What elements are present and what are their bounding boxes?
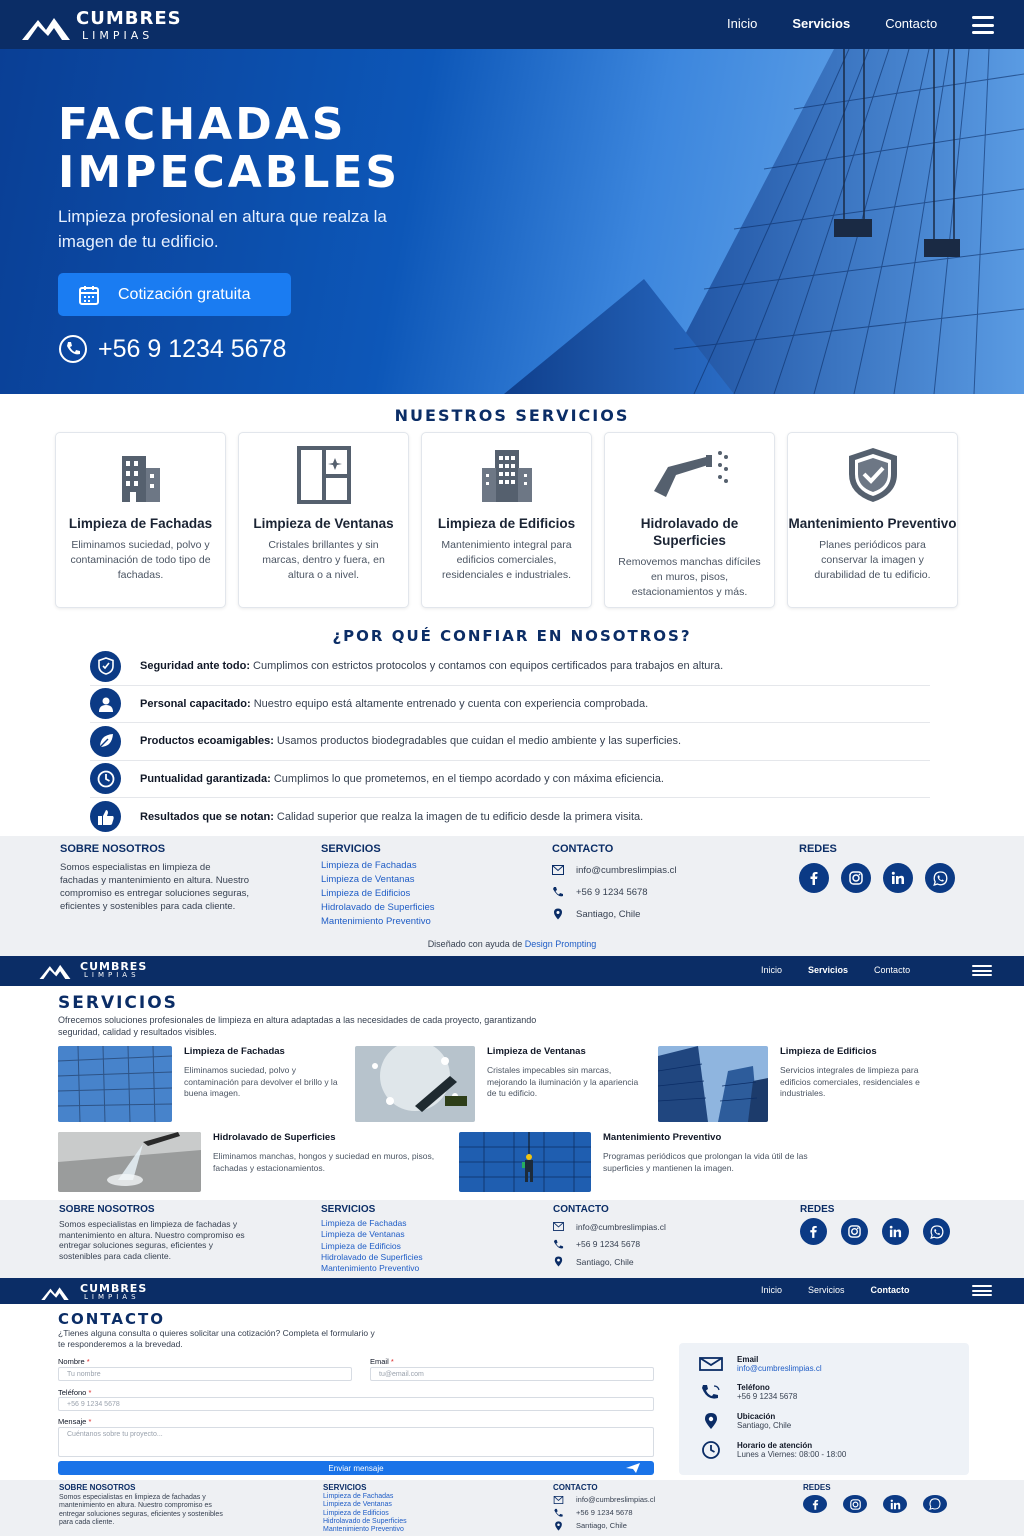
footer-location-text: Santiago, Chile — [576, 1256, 634, 1267]
info-phone[interactable] — [699, 1383, 797, 1401]
instagram-icon[interactable] — [841, 1218, 868, 1245]
info-phone-label: Teléfono — [737, 1383, 770, 1392]
info-email-label: Email — [737, 1355, 759, 1364]
service-card-desc: Mantenimiento integral para edificios comerciales, residenciales e industriales. — [441, 539, 572, 581]
phone-icon — [58, 334, 88, 364]
hero-title-line2: IMPECABLES — [58, 147, 401, 198]
footer-email[interactable] — [553, 1493, 655, 1506]
why-item-bold: Puntualidad garantizada: — [140, 772, 271, 785]
whatsapp-icon[interactable] — [923, 1495, 947, 1513]
nav-link-inicio[interactable]: Inicio — [761, 965, 783, 975]
hero-title-line1: FACHADAS — [58, 99, 347, 150]
footer-phone-text: +56 9 1234 5678 — [576, 1239, 641, 1250]
why-title: ¿POR QUÉ CONFIAR EN NOSOTROS? — [332, 627, 692, 645]
clock-icon — [699, 1441, 723, 1459]
building-icon — [118, 446, 164, 504]
brand-name: CUMBRES — [76, 8, 182, 29]
footer-phone[interactable] — [552, 881, 676, 903]
footer-link-mantenimiento[interactable]: Mantenimiento Preventivo — [321, 1263, 420, 1274]
footer-link-mantenimiento[interactable]: Mantenimiento Preventivo — [323, 1526, 404, 1534]
footer-email-text: info@cumbreslimpias.cl — [576, 864, 677, 876]
name-input[interactable]: Tu nombre — [58, 1367, 352, 1381]
why-item-text: Nuestro equipo está altamente entrenado y cuenta con experiencia comprobada. — [250, 697, 649, 710]
info-hours — [699, 1441, 846, 1459]
why-item-bold: Resultados que se notan: — [140, 810, 274, 823]
facade-photo — [58, 1046, 172, 1122]
thumbs-up-icon — [97, 808, 115, 826]
footer-link-ventanas[interactable]: Limpieza de Ventanas — [321, 874, 415, 885]
service-card-ventanas[interactable] — [238, 432, 409, 608]
service-item-ventanas[interactable] — [355, 1046, 645, 1122]
phone-icon — [552, 886, 564, 898]
footer-phone-text: +56 9 1234 5678 — [576, 886, 648, 898]
footer-about-text: Somos especialistas en limpieza de fachadas y mantenimiento en altura. Nuestro compromiso es entregar soluciones seguras, eficientes y sostenibles para cada cliente. — [60, 862, 250, 912]
footer-link-edificios[interactable]: Limpieza de Edificios — [323, 1509, 389, 1517]
nav-link-servicios[interactable]: Servicios — [808, 965, 849, 975]
footer-email[interactable] — [553, 1218, 666, 1236]
footer-about-title: SOBRE NOSOTROS — [59, 1483, 136, 1492]
phone-icon — [699, 1384, 723, 1400]
footer — [0, 836, 1024, 956]
info-hours-value: Lunes a Viernes: 08:00 - 18:00 — [737, 1450, 847, 1459]
footer-link-ventanas[interactable]: Limpieza de Ventanas — [323, 1501, 392, 1509]
mail-icon — [553, 1222, 564, 1231]
pressure-washer-icon — [650, 447, 730, 503]
why-item-bold: Productos ecoamigables: — [140, 735, 274, 748]
glass-building-image — [504, 49, 1024, 394]
footer-services-title: SERVICIOS — [321, 843, 381, 855]
footer-contact-title: CONTACTO — [553, 1204, 609, 1215]
footer — [0, 1480, 1024, 1536]
window-icon — [297, 446, 351, 504]
footer-location — [552, 903, 676, 925]
why-item — [90, 723, 930, 761]
hero-phone[interactable] — [58, 334, 286, 364]
footer-phone[interactable] — [553, 1236, 666, 1254]
footer-link-edificios[interactable]: Limpieza de Edificios — [321, 1240, 401, 1251]
shield-icon — [98, 657, 114, 675]
nav-link-inicio[interactable]: Inicio — [761, 1285, 783, 1295]
leaf-icon — [98, 733, 114, 749]
send-icon — [626, 1463, 640, 1473]
service-item-edificios[interactable] — [658, 1046, 948, 1122]
services-page-title: SERVICIOS — [58, 993, 178, 1013]
footer-phone-text: +56 9 1234 5678 — [576, 1508, 633, 1517]
footer-link-edificios[interactable]: Limpieza de Edificios — [321, 888, 411, 899]
facebook-icon[interactable] — [799, 863, 829, 893]
footer — [0, 1200, 1024, 1278]
message-label — [58, 1417, 91, 1426]
info-hours-label: Horario de atención — [737, 1441, 813, 1450]
service-card-desc: Removemos manchas difíciles en muros, pisos, estacionamientos y más. — [618, 556, 761, 598]
phone-label-text: Teléfono — [58, 1388, 87, 1397]
instagram-icon[interactable] — [843, 1495, 867, 1513]
footer-email[interactable] — [552, 859, 676, 881]
service-item-title: Hidrolavado de Superficies — [213, 1132, 336, 1143]
nav-link-servicios[interactable]: Servicios — [792, 16, 851, 31]
service-item-desc: Programas periódicos que prolongan la vida útil de las superficies y mantienen la imagen. — [603, 1151, 808, 1173]
send-message-label: Enviar mensaje — [328, 1463, 384, 1473]
required-mark: * — [390, 1357, 394, 1366]
menu-hamburger-icon[interactable] — [972, 1285, 992, 1296]
footer-about-title: SOBRE NOSOTROS — [59, 1204, 155, 1215]
service-card-desc: Eliminamos suciedad, polvo y contaminación de todo tipo de fachadas. — [70, 539, 211, 581]
brand-sub: LIMPIAS — [82, 29, 154, 42]
linkedin-icon[interactable] — [882, 1218, 909, 1245]
phone-input[interactable]: +56 9 1234 5678 — [58, 1397, 654, 1411]
user-icon — [98, 696, 114, 712]
footer-credit-prefix: Diseñado con ayuda de — [427, 939, 525, 949]
service-card-hidrolavado[interactable] — [604, 432, 775, 608]
location-pin-icon — [699, 1412, 723, 1430]
shield-check-icon — [847, 446, 899, 504]
contact-page-title: CONTACTO — [58, 1310, 165, 1328]
service-item-desc: Eliminamos manchas, hongos y suciedad en muros, pisos, fachadas y estacionamientos. — [213, 1151, 435, 1173]
brand-logo[interactable] — [36, 1283, 147, 1301]
services-cards — [55, 432, 958, 608]
facebook-icon[interactable] — [800, 1218, 827, 1245]
services-navbar — [0, 956, 1024, 986]
whatsapp-icon[interactable] — [923, 1218, 950, 1245]
nav-link-contacto[interactable]: Contacto — [874, 965, 911, 975]
footer-location-text: Santiago, Chile — [576, 1521, 627, 1530]
why-item-text: Usamos productos biodegradables que cuidan el medio ambiente y las superficies. — [273, 735, 682, 748]
services-page-intro: Ofrecemos soluciones profesionales de limpieza en altura adaptadas a las necesidades de cada proyecto, garantizando seguridad, calidad y resultados visibles. — [58, 1015, 537, 1037]
location-pin-icon — [553, 1256, 564, 1267]
service-item-desc: Eliminamos suciedad, polvo y contaminación para devolver el brillo y la buena imagen. — [184, 1065, 338, 1098]
buildings-photo — [658, 1046, 768, 1122]
location-pin-icon — [552, 908, 564, 920]
footer-about-text: Somos especialistas en limpieza de fachadas y mantenimiento en altura. Nuestro compromiso es entregar soluciones seguras, eficientes y sostenibles para cada cliente. — [59, 1219, 245, 1261]
why-item — [90, 648, 930, 686]
service-card-mantenimiento[interactable] — [787, 432, 958, 608]
brand-sub: LIMPIAS — [84, 1293, 140, 1301]
footer-social-title: REDES — [803, 1483, 831, 1492]
footer-location — [553, 1253, 666, 1271]
footer-about-title: SOBRE NOSOTROS — [60, 843, 166, 855]
footer-contact-title: CONTACTO — [552, 843, 614, 855]
contact-info-box — [679, 1343, 969, 1475]
service-item-title: Limpieza de Fachadas — [184, 1046, 285, 1057]
info-location-label: Ubicación — [737, 1412, 776, 1421]
required-mark: * — [86, 1357, 90, 1366]
service-card-title: Mantenimiento Preventivo — [788, 516, 957, 531]
footer-email-text: info@cumbreslimpias.cl — [576, 1495, 656, 1504]
service-item-mantenimiento[interactable] — [459, 1132, 839, 1192]
name-label-text: Nombre — [58, 1357, 85, 1366]
footer-link-hidrolavado[interactable]: Hidrolavado de Superficies — [321, 1251, 423, 1262]
name-label — [58, 1357, 90, 1366]
footer-email-text: info@cumbreslimpias.cl — [576, 1221, 666, 1232]
free-quote-button[interactable] — [58, 273, 291, 316]
service-item-title: Mantenimiento Preventivo — [603, 1132, 722, 1143]
send-message-button[interactable] — [58, 1461, 654, 1475]
window-cleaning-photo — [355, 1046, 475, 1122]
footer-social-title: REDES — [800, 1204, 835, 1215]
free-quote-label: Cotización gratuita — [118, 285, 251, 303]
contact-page-intro: ¿Tienes alguna consulta o quieres solicitar una cotización? Completa el formulario y te responderemos a la brevedad. — [58, 1328, 375, 1349]
maintenance-photo — [459, 1132, 591, 1192]
why-item — [90, 686, 930, 724]
service-card-title: Limpieza de Edificios — [437, 516, 576, 531]
required-mark: * — [88, 1417, 92, 1426]
footer-link-mantenimiento[interactable]: Mantenimiento Preventivo — [321, 916, 431, 927]
footer-credit — [0, 939, 1024, 949]
why-item-text: Cumplimos lo que prometemos, en el tiempo acordado y con máxima eficiencia. — [270, 772, 664, 785]
menu-hamburger-icon[interactable] — [972, 16, 994, 34]
mail-icon — [553, 1496, 564, 1504]
nav-link-inicio[interactable]: Inicio — [727, 16, 758, 31]
footer-location — [553, 1519, 655, 1532]
info-location — [699, 1412, 791, 1430]
service-item-title: Limpieza de Edificios — [780, 1046, 877, 1057]
service-card-title: Limpieza de Ventanas — [253, 516, 394, 531]
facebook-icon[interactable] — [803, 1495, 827, 1513]
service-item-desc: Servicios integrales de limpieza para edificios comerciales, residenciales e industriales. — [780, 1065, 920, 1098]
mail-icon — [699, 1357, 723, 1371]
phone-icon — [553, 1239, 564, 1250]
nav-link-servicios[interactable]: Servicios — [808, 1285, 845, 1295]
service-item-desc: Cristales impecables sin marcas, mejorando la iluminación y la apariencia de tu edificio. — [487, 1065, 639, 1098]
info-email-value: info@cumbreslimpias.cl — [737, 1364, 822, 1373]
why-item — [90, 761, 930, 799]
required-mark: * — [88, 1388, 92, 1397]
brand-logo[interactable] — [36, 961, 147, 979]
footer-location-text: Santiago, Chile — [576, 908, 641, 920]
footer-social-title: REDES — [799, 843, 837, 855]
footer-services-title: SERVICIOS — [323, 1483, 367, 1492]
service-card-desc: Planes periódicos para conservar la imagen y durabilidad de tu edificio. — [814, 539, 931, 581]
message-label-text: Mensaje — [58, 1417, 87, 1426]
footer-link-fachadas[interactable]: Limpieza de Fachadas — [321, 1218, 407, 1228]
email-input[interactable]: tu@email.com — [370, 1367, 654, 1381]
hero-section — [0, 49, 1024, 394]
why-item-text: Calidad superior que realza la imagen de tu edificio desde la primera visita. — [273, 810, 644, 823]
service-item-hidrolavado[interactable] — [58, 1132, 438, 1192]
footer-services-title: SERVICIOS — [321, 1204, 376, 1215]
info-phone-value: +56 9 1234 5678 — [737, 1392, 798, 1401]
service-card-fachadas[interactable] — [55, 432, 226, 608]
phone-icon — [553, 1508, 564, 1518]
hero-subtitle: Limpieza profesional en altura que realza la imagen de tu edificio. — [58, 207, 387, 251]
service-card-edificios[interactable] — [421, 432, 592, 608]
service-card-title: Hidrolavado de Superficies — [640, 516, 739, 548]
services-title: NUESTROS SERVICIOS — [394, 406, 630, 425]
hero-phone-number: +56 9 1234 5678 — [98, 334, 287, 363]
message-textarea[interactable]: Cuéntanos sobre tu proyecto... — [58, 1427, 654, 1457]
clock-icon — [97, 770, 115, 788]
footer-about-text: Somos especialistas en limpieza de fachadas y mantenimiento en altura. Nuestro compromiso es entregar soluciones seguras, eficientes y sostenibles para cada cliente. — [59, 1494, 223, 1526]
why-item — [90, 798, 930, 836]
brand-name: CUMBRES — [80, 1282, 148, 1295]
phone-label — [58, 1388, 91, 1397]
why-item-bold: Personal capacitado: — [140, 697, 251, 710]
mountain-logo-icon — [36, 1284, 74, 1300]
footer-link-hidrolavado[interactable]: Hidrolavado de Superficies — [321, 902, 435, 913]
instagram-icon[interactable] — [841, 863, 871, 893]
nav-link-contacto[interactable]: Contacto — [885, 16, 938, 31]
footer-link-hidrolavado[interactable]: Hidrolavado de Superficies — [323, 1517, 407, 1525]
service-item-title: Limpieza de Ventanas — [487, 1046, 586, 1057]
why-item-bold: Seguridad ante todo: — [140, 660, 250, 673]
why-item-text: Cumplimos con estrictos protocolos y contamos con equipos certificados para trabajos en altura. — [250, 660, 724, 673]
footer-link-fachadas[interactable]: Limpieza de Fachadas — [321, 860, 417, 871]
footer-phone[interactable] — [553, 1506, 655, 1519]
design-prompting-link[interactable]: Design Prompting — [524, 939, 597, 949]
info-email[interactable] — [699, 1355, 822, 1373]
location-pin-icon — [553, 1521, 564, 1531]
menu-hamburger-icon[interactable] — [972, 965, 992, 976]
mail-icon — [552, 865, 564, 875]
linkedin-icon[interactable] — [883, 1495, 907, 1513]
service-card-desc: Cristales brillantes y sin marcas, dentro y fuera, en altura o a nivel. — [262, 539, 385, 581]
footer-contact-title: CONTACTO — [553, 1483, 598, 1492]
email-label — [370, 1357, 394, 1366]
office-building-icon — [478, 446, 536, 504]
info-location-value: Santiago, Chile — [737, 1421, 792, 1430]
footer-link-fachadas[interactable]: Limpieza de Fachadas — [323, 1493, 394, 1500]
service-item-fachadas[interactable] — [58, 1046, 338, 1122]
brand-sub: LIMPIAS — [84, 971, 140, 979]
brand-name: CUMBRES — [80, 960, 148, 973]
hero-title — [58, 101, 400, 197]
linkedin-icon[interactable] — [883, 863, 913, 893]
contact-navbar — [0, 1278, 1024, 1304]
why-list — [90, 648, 930, 836]
mountain-logo-icon — [36, 961, 74, 979]
nav-link-contacto[interactable]: Contacto — [870, 1285, 910, 1295]
mountain-logo-icon — [22, 12, 70, 40]
top-navbar — [0, 0, 1024, 49]
service-card-title: Limpieza de Fachadas — [68, 516, 213, 531]
whatsapp-icon[interactable] — [925, 863, 955, 893]
pressure-wash-photo — [58, 1132, 201, 1192]
email-label-text: Email — [370, 1357, 389, 1366]
brand-logo[interactable] — [22, 10, 182, 41]
footer-link-ventanas[interactable]: Limpieza de Ventanas — [321, 1229, 405, 1240]
calendar-icon — [78, 284, 100, 306]
